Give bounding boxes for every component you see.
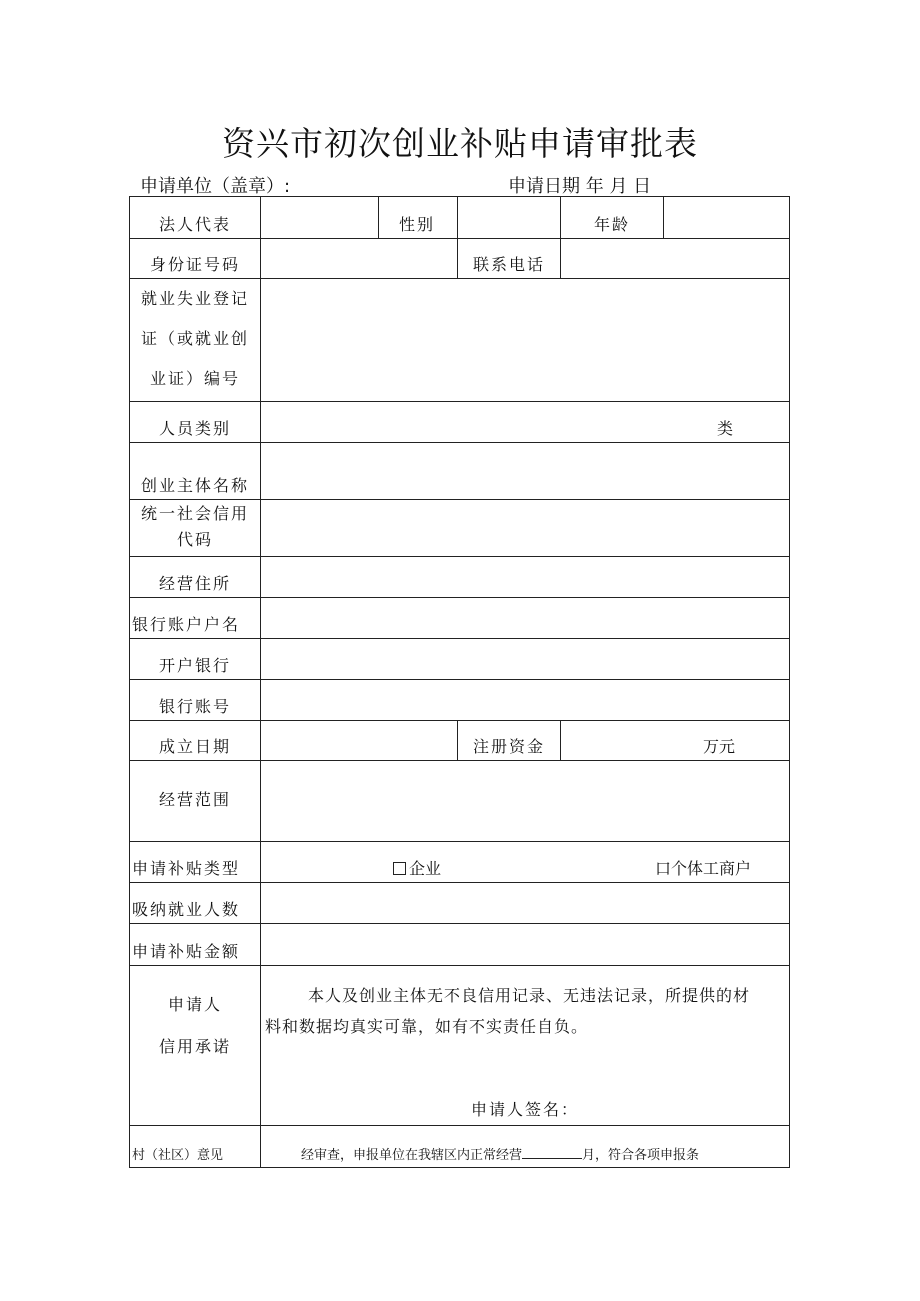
- phone-value[interactable]: [561, 239, 790, 279]
- legal-rep-label: 法人代表: [130, 197, 261, 239]
- bank-account-label: 银行账号: [130, 680, 261, 721]
- credit-promise-label: [130, 966, 261, 1126]
- registration-cert-line3: 业证）编号: [149, 369, 240, 388]
- gender-value[interactable]: [458, 197, 561, 239]
- business-address-label: 经营住所: [130, 557, 261, 598]
- credit-code-value[interactable]: [261, 500, 790, 557]
- gender-label: 性别: [379, 197, 458, 239]
- credit-promise-line2: 信用承诺: [158, 1036, 231, 1056]
- checkbox-icon[interactable]: [393, 862, 406, 875]
- table-row: [130, 924, 790, 966]
- form-title: 资兴市初次创业补贴申请审批表: [222, 124, 698, 163]
- opinion-text-b: 月，符合各项申报条: [582, 1148, 700, 1164]
- table-row: [130, 721, 790, 761]
- established-date-label: 成立日期: [130, 721, 261, 761]
- registration-cert-value[interactable]: [261, 279, 790, 402]
- employed-count-label: 吸纳就业人数: [130, 883, 261, 924]
- bank-account-value[interactable]: [261, 680, 790, 721]
- capital-unit: 万元: [702, 737, 735, 757]
- table-row: [130, 500, 790, 557]
- table-row: [130, 557, 790, 598]
- legal-rep-value[interactable]: [261, 197, 379, 239]
- option-individual[interactable]: 口个体工商户: [655, 859, 752, 879]
- promise-text-line2: 料和数据均真实可靠，如有不实责任自负。: [265, 1017, 589, 1036]
- promise-text-line1: 本人及创业主体无不良信用记录、无违法记录，所提供的材: [308, 986, 751, 1005]
- registered-capital-label: 注册资金: [458, 721, 561, 761]
- person-category-value[interactable]: [261, 402, 790, 443]
- table-row: [130, 197, 790, 239]
- table-row: [130, 1126, 790, 1168]
- registered-capital-value[interactable]: [561, 721, 790, 761]
- table-row: [130, 966, 790, 1126]
- table-row: [130, 402, 790, 443]
- table-row: [130, 883, 790, 924]
- subsidy-amount-label: 申请补贴金额: [130, 924, 261, 966]
- table-row: [130, 443, 790, 500]
- bank-account-name-label: 银行账户户名: [130, 598, 261, 639]
- bank-label: 开户银行: [130, 639, 261, 680]
- apply-date-label: 申请日期 年 月 日: [508, 176, 652, 197]
- option-enterprise-label: 企业: [409, 859, 442, 879]
- applicant-unit-label: 申请单位（盖章）:: [140, 176, 291, 197]
- entity-name-value[interactable]: [261, 443, 790, 500]
- table-row: [130, 761, 790, 842]
- table-row: [130, 239, 790, 279]
- age-label: 年龄: [561, 197, 664, 239]
- table-row: [130, 680, 790, 721]
- village-opinion-text: [261, 1126, 790, 1168]
- established-date-value[interactable]: [261, 721, 458, 761]
- bank-value[interactable]: [261, 639, 790, 680]
- table-row: [130, 842, 790, 883]
- credit-code-line1: 统一社会信用: [140, 504, 249, 523]
- business-scope-label: 经营范围: [130, 761, 261, 842]
- category-suffix: 类: [716, 419, 733, 439]
- age-value[interactable]: [664, 197, 790, 239]
- application-table: [129, 196, 790, 1168]
- village-opinion-label: 村（社区）意见: [130, 1126, 261, 1168]
- subsidy-amount-value[interactable]: [261, 924, 790, 966]
- bank-account-name-value[interactable]: [261, 598, 790, 639]
- option-enterprise[interactable]: [393, 859, 441, 880]
- applicant-signature[interactable]: 申请人签名：: [471, 1100, 580, 1120]
- subsidy-type-label: 申请补贴类型: [130, 842, 261, 883]
- entity-name-label: 创业主体名称: [130, 443, 261, 500]
- person-category-label: 人员类别: [130, 402, 261, 443]
- credit-code-label: [130, 500, 261, 557]
- credit-promise-line1: 申请人: [167, 994, 222, 1014]
- phone-label: 联系电话: [458, 239, 561, 279]
- credit-promise-content: [261, 966, 790, 1126]
- months-blank[interactable]: [522, 1146, 582, 1159]
- business-scope-value[interactable]: [261, 761, 790, 842]
- table-row: [130, 639, 790, 680]
- table-row: [130, 598, 790, 639]
- registration-cert-line2: 证（或就业创: [140, 329, 249, 348]
- employed-count-value[interactable]: [261, 883, 790, 924]
- table-row: [130, 279, 790, 402]
- id-number-label: 身份证号码: [130, 239, 261, 279]
- id-number-value[interactable]: [261, 239, 458, 279]
- business-address-value[interactable]: [261, 557, 790, 598]
- registration-cert-line1: 就业失业登记: [140, 289, 249, 308]
- registration-cert-label: [130, 279, 261, 402]
- opinion-text-a: 经审查，申报单位在我辖区内正常经营: [301, 1148, 523, 1164]
- credit-code-line2: 代码: [176, 530, 213, 549]
- subsidy-type-options: [261, 842, 790, 883]
